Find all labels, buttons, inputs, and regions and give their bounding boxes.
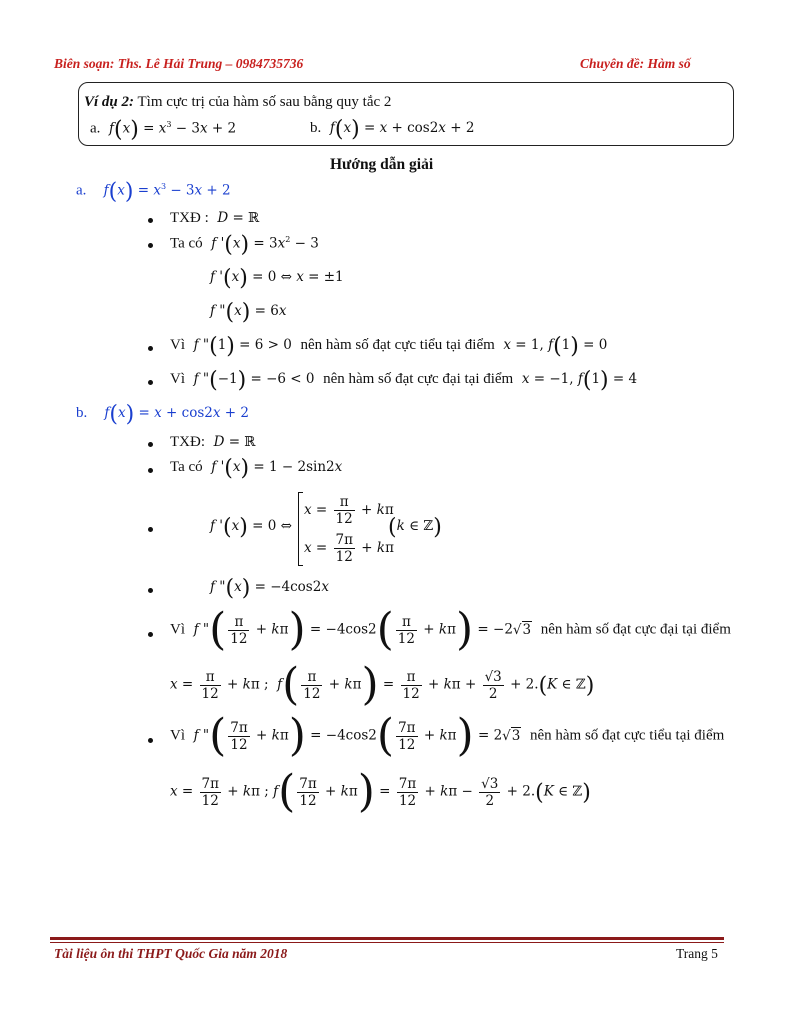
footer-rule-thin xyxy=(50,942,724,943)
part-b-heading: b. f(x) = x + cos2x + 2 xyxy=(76,402,249,427)
part-a-second-derivative: f "(x) = 6x xyxy=(210,300,287,325)
example-title xyxy=(84,94,391,111)
have-label: Ta có xyxy=(170,235,203,252)
solution-bracket xyxy=(298,492,303,566)
part-b-domain: TXĐ: D = ℝ xyxy=(170,434,256,450)
bullet xyxy=(148,380,153,385)
part-a-max-line: Vì f "(−1) = −6 < 0 nên hàm số đạt cực đại tại điểm x = −1, f(1) = 4 xyxy=(170,368,638,393)
header-topic: Chuyên đề: Hàm số xyxy=(580,56,691,71)
part-a-derivative: Ta có f '$(x) = 3x^2 - 3$ xyxy=(170,232,319,258)
because-label: Vì xyxy=(170,337,185,353)
critical-domain-note: (k ∈ ℤ) xyxy=(388,515,442,540)
bullet xyxy=(148,632,153,637)
part-b-derivative: Ta có f '(x) = 1 − 2sin2x xyxy=(170,456,343,481)
because-label: Vì xyxy=(170,371,185,387)
min-conclusion: nên hàm số đạt cực tiểu tại điểm xyxy=(300,337,495,353)
bullet xyxy=(148,243,153,248)
bullet xyxy=(148,588,153,593)
part-b-min-point: x = $\frac{7\pi}{12}$ + kπ ; f( $\frac{7\pi}{12}$ + kπ) = $\frac{7\pi}{12}$ + kπ − $\frac{√3}{2}$ + 2.(K ∈ ℤ) xyxy=(170,766,591,817)
because-label: Vì xyxy=(170,727,185,744)
part-b-max-point: x = $\frac{\pi}{12}$ + kπ ; f( $\frac{\pi}{12}$ + kπ) = $\frac{\pi}{12}$ + kπ + $\frac{√3}{2}$ + 2.(K ∈ ℤ) xyxy=(170,659,595,710)
example-item-b: b. f(x) = x + cos2x + 2 xyxy=(310,117,475,142)
part-b-label: b. xyxy=(76,405,88,421)
footer-rule xyxy=(50,937,724,940)
bullet xyxy=(148,346,153,351)
solution-title: Hướng dẫn giải xyxy=(330,156,434,173)
bullet xyxy=(148,218,153,223)
bullet xyxy=(148,527,153,532)
domain-label: TXĐ: xyxy=(170,434,205,450)
part-a-label: a. xyxy=(76,182,87,199)
example-label: Ví dụ 2: xyxy=(84,94,135,110)
part-b-second-derivative: f "(x) = −4cos2x xyxy=(210,576,329,601)
have-label: Ta có xyxy=(170,459,203,475)
max-conclusion: nên hàm số đạt cực đại tại điểm xyxy=(323,371,514,387)
because-label: Vì xyxy=(170,621,185,638)
part-a-domain: TXĐ : D = ℝ xyxy=(170,210,260,226)
footer-title: Tài liệu ôn thi THPT Quốc Gia năm 2018 xyxy=(54,946,288,961)
part-b-critical: f '(x) = 0 ⇔ xyxy=(210,515,292,540)
example-item-a: a. $f(x) = x^3 - 3x + 2$ xyxy=(90,117,237,143)
part-a-heading: a. $f(x) = x^3 - 3x + 2$ xyxy=(76,179,231,205)
example-prompt: Tìm cực trị của hàm số sau bằng quy tắc 2 xyxy=(137,94,392,110)
part-b-min-line: Vì f "( $\frac{7\pi}{12}$ + kπ) = −4cos2( $\frac{7\pi}{12}$ + kπ) = 2√3 nên hàm số đạt cực tiểu tại điểm xyxy=(170,710,725,761)
example-item-b-label: b. xyxy=(310,120,322,136)
domain-label: TXĐ : xyxy=(170,210,209,226)
max-conclusion: nên hàm số đạt cực đại tại điểm xyxy=(540,621,731,638)
part-a-critical: f '(x) = 0 ⇔ x = ±1 xyxy=(210,266,344,291)
part-b-max-line: Vì f "( $\frac{\pi}{12}$ + kπ) = −4cos2( $\frac{\pi}{12}$ + kπ) = −2√3 nên hàm số đạt cực đại tại điểm xyxy=(170,604,731,655)
bullet xyxy=(148,738,153,743)
example-item-a-label: a. xyxy=(90,120,101,137)
part-a-min-line: Vì f "(1) = 6 > 0 nên hàm số đạt cực tiểu tại điểm x = 1, f(1) = 0 xyxy=(170,334,608,359)
critical-root-2: x = $\frac{7\pi}{12}$ + kπ xyxy=(304,532,394,565)
critical-root-1: x = $\frac{\pi}{12}$ + kπ xyxy=(304,494,394,527)
bullet xyxy=(148,442,153,447)
min-conclusion: nên hàm số đạt cực tiểu tại điểm xyxy=(529,727,725,744)
header-author: Biên soạn: Ths. Lê Hải Trung – 0984735736 xyxy=(54,56,304,71)
page-number: Trang 5 xyxy=(676,946,718,961)
bullet xyxy=(148,468,153,473)
